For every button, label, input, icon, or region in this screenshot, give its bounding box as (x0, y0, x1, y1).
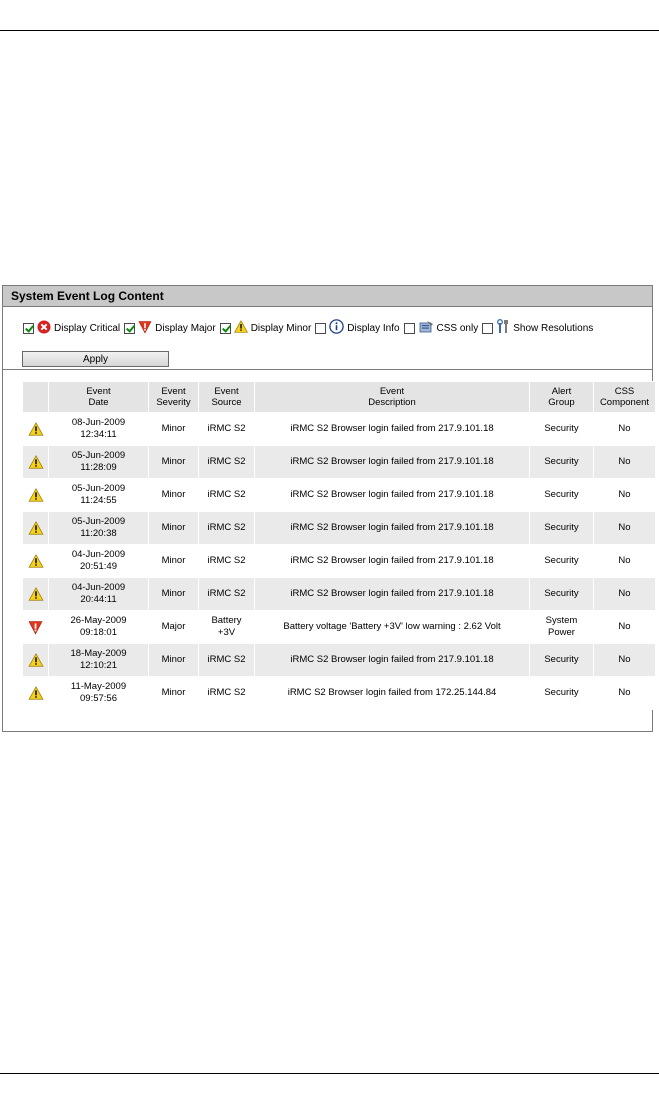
event-severity-cell: Minor (149, 677, 199, 710)
event-date-cell: 04-Jun-2009 20:44:11 (49, 578, 149, 611)
event-description-cell: iRMC S2 Browser login failed from 217.9.101.18 (255, 578, 530, 611)
display-major-label: Display Major (155, 322, 216, 334)
alert-group-cell: Security (530, 545, 594, 578)
table-row[interactable] (23, 446, 656, 479)
event-date-cell: 18-May-2009 12:10:21 (49, 644, 149, 677)
minor-icon (23, 512, 49, 545)
event-severity-cell: Minor (149, 578, 199, 611)
event-severity-cell: Minor (149, 545, 199, 578)
css-component-cell: No (594, 677, 656, 710)
page-bottom-rule (0, 1073, 659, 1074)
css-component-cell: No (594, 446, 656, 479)
table-row[interactable] (23, 578, 656, 611)
minor-icon (23, 413, 49, 446)
event-date-cell: 05-Jun-2009 11:28:09 (49, 446, 149, 479)
event-severity-cell: Minor (149, 413, 199, 446)
display-critical-label: Display Critical (54, 322, 121, 334)
event-source-cell: iRMC S2 (199, 446, 255, 479)
minor-icon (23, 677, 49, 710)
event-description-cell: iRMC S2 Browser login failed from 217.9.101.18 (255, 512, 530, 545)
minor-icon (234, 320, 248, 336)
header-event-description[interactable]: Event Description (255, 382, 530, 413)
event-date-cell: 04-Jun-2009 20:51:49 (49, 545, 149, 578)
css-component-cell: No (594, 479, 656, 512)
css-component-cell: No (594, 644, 656, 677)
event-date-cell: 26-May-2009 09:18:01 (49, 611, 149, 644)
table-row[interactable] (23, 644, 656, 677)
event-date-cell: 05-Jun-2009 11:24:55 (49, 479, 149, 512)
table-row[interactable] (23, 611, 656, 644)
event-date-cell: 05-Jun-2009 11:20:38 (49, 512, 149, 545)
event-source-cell: iRMC S2 (199, 479, 255, 512)
show-resolutions-checkbox[interactable] (482, 323, 493, 334)
alert-group-cell: Security (530, 479, 594, 512)
table-row[interactable] (23, 545, 656, 578)
header-css-component[interactable]: CSS Component (594, 382, 656, 413)
event-date-cell: 08-Jun-2009 12:34:11 (49, 413, 149, 446)
resolutions-icon (496, 319, 510, 337)
event-source-cell: iRMC S2 (199, 644, 255, 677)
major-icon (138, 320, 152, 337)
alert-group-cell: Security (530, 413, 594, 446)
event-severity-cell: Major (149, 611, 199, 644)
alert-group-cell: Security (530, 677, 594, 710)
display-info-checkbox[interactable] (315, 323, 326, 334)
header-event-date[interactable]: Event Date (49, 382, 149, 413)
event-description-cell: iRMC S2 Browser login failed from 217.9.101.18 (255, 479, 530, 512)
event-source-cell: iRMC S2 (199, 413, 255, 446)
apply-button[interactable]: Apply (22, 351, 169, 367)
display-minor-label: Display Minor (250, 322, 312, 334)
table-header-row (23, 382, 656, 413)
event-severity-cell: Minor (149, 512, 199, 545)
event-description-cell: iRMC S2 Browser login failed from 217.9.101.18 (255, 545, 530, 578)
event-severity-cell: Minor (149, 446, 199, 479)
event-severity-cell: Minor (149, 644, 199, 677)
event-description-cell: iRMC S2 Browser login failed from 217.9.101.18 (255, 446, 530, 479)
event-log-body (23, 413, 656, 710)
system-event-log-panel (2, 285, 653, 732)
event-log-table (22, 381, 656, 710)
event-description-cell: iRMC S2 Browser login failed from 172.25.144.84 (255, 677, 530, 710)
display-info-label: Display Info (347, 322, 400, 334)
minor-icon (23, 479, 49, 512)
css-component-cell: No (594, 611, 656, 644)
event-description-cell: Battery voltage 'Battery +3V' low warning : 2.62 Volt (255, 611, 530, 644)
panel-title: System Event Log Content (3, 286, 652, 307)
event-source-cell: iRMC S2 (199, 512, 255, 545)
table-row[interactable] (23, 677, 656, 710)
info-icon (329, 319, 344, 337)
table-row[interactable] (23, 479, 656, 512)
show-resolutions-label: Show Resolutions (513, 322, 594, 334)
css-icon (418, 320, 434, 337)
event-date-cell: 11-May-2009 09:57:56 (49, 677, 149, 710)
event-description-cell: iRMC S2 Browser login failed from 217.9.101.18 (255, 644, 530, 677)
event-source-cell: iRMC S2 (199, 545, 255, 578)
filter-bar (3, 307, 652, 370)
major-icon (23, 611, 49, 644)
header-event-severity[interactable]: Event Severity (149, 382, 199, 413)
minor-icon (23, 578, 49, 611)
css-component-cell: No (594, 545, 656, 578)
table-row[interactable] (23, 413, 656, 446)
header-alert-group[interactable]: Alert Group (530, 382, 594, 413)
event-source-cell: iRMC S2 (199, 677, 255, 710)
event-source-cell: iRMC S2 (199, 578, 255, 611)
event-source-cell: Battery +3V (199, 611, 255, 644)
css-component-cell: No (594, 413, 656, 446)
alert-group-cell: System Power (530, 611, 594, 644)
minor-icon (23, 644, 49, 677)
event-severity-cell: Minor (149, 479, 199, 512)
minor-icon (23, 446, 49, 479)
header-event-source[interactable]: Event Source (199, 382, 255, 413)
critical-icon (37, 320, 51, 337)
alert-group-cell: Security (530, 644, 594, 677)
header-icon-column (23, 382, 49, 413)
event-description-cell: iRMC S2 Browser login failed from 217.9.101.18 (255, 413, 530, 446)
page-top-rule (0, 30, 659, 31)
alert-group-cell: Security (530, 446, 594, 479)
table-row[interactable] (23, 512, 656, 545)
css-only-checkbox[interactable] (404, 323, 415, 334)
css-only-label: CSS only (436, 322, 479, 334)
display-critical-checkbox[interactable] (23, 323, 34, 334)
display-minor-checkbox[interactable] (220, 323, 231, 334)
display-major-checkbox[interactable] (124, 323, 135, 334)
css-component-cell: No (594, 578, 656, 611)
alert-group-cell: Security (530, 578, 594, 611)
minor-icon (23, 545, 49, 578)
css-component-cell: No (594, 512, 656, 545)
alert-group-cell: Security (530, 512, 594, 545)
